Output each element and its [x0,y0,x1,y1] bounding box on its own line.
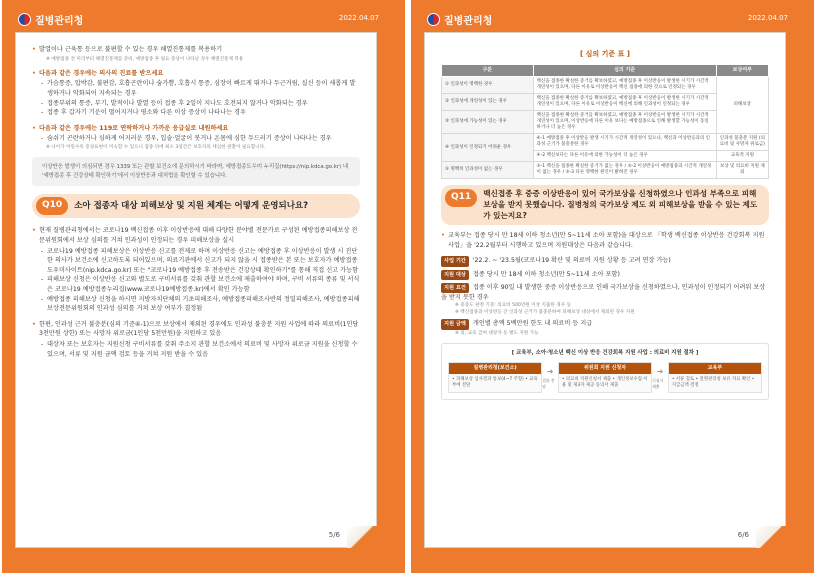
table-cell: 백신을 접종한 확실한 증거를 확보하였고, 예방접종 후 이상반응이 발생한 시기가 시간적 개연성이 있으며, 이상반응에 다른 이유 보다는 예방접종으로 인해 발생할 가능성이 동일하거나 더 높은 경우 [533,110,716,133]
info-row [441,283,769,317]
page-number: 5/6 [328,531,340,539]
taegeuk-icon [18,13,31,26]
sub-text: - 코로나19 예방접종 피해보상은 이상반응 신고를 전제로 하며 이상반응 신고는 예방접종 후 이상반응이 발생 시 진단한 의사가 보건소에 신고하도록 되어있으며, 의료기관에서 신고가 되지 않을 시 접종받은 본 또는 보호자가 예방접종도우미사이트(nip.kdca.go.kr) 또는 "코로나19 예방접종 후 전송받은 건강상태 확인하기"를 통해 직접 신고 가능함 [32,247,360,276]
arrow-label: 신청서 제출 [652,377,664,389]
table-header: 구분 [442,64,534,76]
table-cell: ⑤ 명백히 인과성이 없는 경우 [442,162,534,179]
kdca-logo [18,12,83,27]
logo-text: 질병관리청 [444,16,493,27]
list-item [32,320,360,359]
question-tag: Q10 [36,197,68,215]
page-header [18,10,393,30]
step-head: 질병관리청(보건소) [449,363,541,374]
paper-sheet [424,32,786,548]
sub-text: - 피해보상 신청은 이상반응 신고와 별도로 구비서류를 갖춰 관할 보건소에 제출하여야 하며, 구비 서류의 종류 및 서식은 코로나19 예방접종누리집(www.코로나19예방접종.kr)에서 확인 가능함 [32,275,360,294]
question-tag: Q11 [445,189,477,207]
list-item [32,124,360,151]
sub-text: - 접종 후 갑자기 기운이 떨어지거나 평소와 다른 이상 증상이 나타나는 경우 [32,108,360,118]
arrow-right-icon: ➜ [546,366,554,376]
table-cell: 백신을 접종한 확실한 증거를 확보하였고, 예방접종 후 이상반응이 발생한 시기가 시간적 개연성이 있으며, 다른 이유로 이상반응이 백신에 의해 인과성이 인정되는 경우 [533,93,716,110]
paper-sheet [15,32,377,548]
info-box: 이상반응 발생이 의심되면 경우 1339 또는 관할 보건소에 문의하시기 바라며, 예방접종도우미 누리집(https://nip.kdca.go.kr) 내 '예방접종 후 건강상태 확인하기'에서 이상반응과 대처법을 확인할 수 있습니다. [32,157,360,186]
step-head: 교육부 [669,363,761,374]
row-label: 지원 요건 [441,283,469,293]
bullet-text: • 발열이나 근육통 등으로 불편할 수 있는 경우 해열진통제를 복용하기 [32,45,360,55]
document-date: 2022.04.07 [338,14,379,22]
table-cell: ③ 인과성에 가능성이 있는 경우 [442,110,534,133]
arrow-label: 결과 전달 [542,377,555,389]
table-row [442,162,769,179]
table-cell: 피해보상 [716,76,768,133]
page-curl [756,526,786,548]
list-item [32,69,360,118]
kdca-logo [427,12,492,27]
row-text: 접종 이후 90일 내 발생한 중증 이상반응으로 인해 국가보상을 신청하였으나, 인과성이 인정되기 어려워 보상을 받지 못한 경우 [441,283,766,301]
process-step [668,362,762,393]
step-body: • 피해보상 심사결과 통보(4~7 주형) • 교육부에 전달 [452,377,538,389]
step-body: • 의료비 지원신청서 제출 • 개인정보수집·이용 및 제3자 제공 동의서 제출 [561,377,648,389]
note-text: ※ 중증도 판정 기준: 의료비 500만원 이상 지출한 경우 등 [455,303,572,309]
note-text: ※ 나이가 어릴수록 증상표현이 미숙할 수 있으니 접종 뒤에 최소 3일간은 보호자의 세심한 관찰이 필요합니다. [46,144,266,150]
table-header: 심의 기준 [533,64,716,76]
sub-text: - 가슴통증, 압박감, 불편감, 호흡곤란이나 숨가쁨, 호흡시 통증, 심장이 빠르게 뛰거나 두근거림, 실신 등이 새롭게 발생하거나 악화되어 지속되는 경우 [32,79,360,98]
list-item [32,226,360,313]
document-date: 2022.04.07 [747,14,788,22]
row-label: 지원 대상 [441,270,469,280]
sub-text: - 대상자 또는 보호자는 지원신청 구비서류를 갖춰 주소지 관할 보건소에서 의료비 및 사망자 위로금 지원을 신청할 수 있으며, 서류 및 지원 금액 검토 등을 거쳐 지원 받을 수 있음 [32,340,360,359]
question-title: 백신접종 후 중증 이상반응이 있어 국가보상을 신청하였으나 인과성 부족으로 피해보상을 받지 못했습니다. 질병청의 국가보상 제도 외 피해보상을 받을 수 있는 제도가 있는지요? [483,189,758,220]
process-box [441,343,769,401]
question-bar [32,194,360,218]
step-head: 위원회 지원 신청자 [559,363,651,374]
page-content [441,45,769,400]
logo-text: 질병관리청 [35,16,84,27]
taegeuk-icon [427,13,440,26]
process-step [558,362,652,393]
sub-text: - 숨쉬기 곤란하거나 심하게 어지러운 경우, 입술·얼굴이 붓거나 온몸에 심한 두드러기 증상이 나타나는 경우 [32,134,360,144]
table-title: [ 심의 기준 표 ] [580,50,630,58]
table-cell: ④-1 예방접종 후 이상반응 발생 시기가 시간적 개연성이 있으나, 백신과 이상반응과의 인과성 근거가 불충분한 경우 [533,134,716,151]
table-cell: 백신을 접종한 확실한 증거를 확보하였고, 예방접종 후 이상반응이 발생한 시기가 시간적 개연성이 있으며, 다른 이유로 이상반응이 백신 접종에 의한 것으로 인정되는 경우 [533,76,716,93]
process-step [448,362,542,393]
table-cell: ① 인과성이 명백한 경우 [442,76,534,93]
row-text: '22.2. ~ '23.5월(코로나19 확산 및 의료비 지원 상황 등 고려 연장 가능) [472,257,671,265]
row-label: 지원 금액 [441,319,469,329]
bullet-text: • 한편, 인과성 근거 불충분(심의 기준④-1)으로 보상에서 제외된 경우에도 인과성 불충분 지원 사업에 따라 의료비(1인당 3천만원 상한) 또는 사망자 위로금(1인당 5천만원)을 지원하고 있음 [32,320,360,339]
table-cell: 교육적 지원 [716,151,768,162]
bullet-text: • 다음과 같은 경우에는 119로 연락하거나 가까운 응급실로 내원하세요 [32,124,360,134]
table-row [442,76,769,93]
table-header: 보상여부 [716,64,768,76]
table-cell: ⑤-1 백신을 접종한 확실한 증거가 없는 경우 / ⑤-2 이상반응이 예방접종과 시간적 개연성이 없는 경우 / ⑤-3 다른 명백한 원인이 밝혀진 경우 [533,162,716,179]
row-text: 접종 당시 만 18세 이하 청소년(만 5~11세 소아 포함) [472,270,620,278]
note-text: ※ 백신접종과 이상반응 간 인과성 근거가 불충분하여 피해보상 대상에서 제외된 경우 지원 [455,310,635,316]
bullet-text: • 현재 질병관리청에서는 코로나19 백신접종 이후 이상반응에 대해 다양한 분야별 전문가로 구성된 예방접종피해보상 전문위원회에서 보상 심의를 거쳐 인과성이 인정되는 경우 피해보상을 실시 [32,226,360,245]
list-item [32,45,360,63]
row-text: 개인별 총액 5백만원 한도 내 의료비 등 지급 [472,320,593,328]
step-body: • 서류 검토 • 질병관리청 보유 자료 확인 • 지급금액 결정 [671,377,755,389]
table-cell: ② 인과성에 개연성이 있는 경우 [442,93,534,110]
arrow-right-icon: ➜ [656,366,664,376]
flow-arrow [542,362,558,393]
info-row [441,256,769,266]
sub-text: - 예방접종 피해보상 신청을 하시면 지방자치단체의 기초피해조사, 예방접종피해조사반의 정밀피해조사, 예방접종피해보상전문위원회의 인과성 심의를 거쳐 보상 여부가 결정됨 [32,295,360,314]
question-title: 소아 접종자 대상 피해보상 및 지원 체계는 어떻게 운영되나요? [74,200,309,211]
page-content [32,45,360,365]
page-curl [347,526,377,548]
bullet-text: • 교육부는 접종 당시 만 18세 이하 청소년(만 5~11세 소아 포함)을 대상으로 「학생 백신접종 이상반응 건강회복 지원 사업」을 '22.2월부터 시행하고 있으며 지원대상은 다음과 같습니다. [441,231,769,250]
sub-text: - 접종부위의 통증, 부기, 발적이나 발열 등이 접종 후 2일이 지나도 호전되지 않거나 악화되는 경우 [32,99,360,109]
row-label: 사업 기간 [441,256,469,266]
table-cell: ④ 인과성이 인정되기 어려운 경우 [442,134,534,162]
page-number: 6/6 [737,531,749,539]
info-row [441,319,769,336]
bullet-text: • 다음과 같은 경우에는 의사의 진료를 받으세요 [32,69,360,79]
table-row [442,134,769,151]
info-row [441,270,769,280]
flow-arrow [652,362,668,393]
list-item [441,231,769,250]
process-flow [448,362,762,393]
question-bar [441,185,769,225]
note-text: ※ 의, 교육 급여 대상자 등 별도 지원 가능 [455,330,539,336]
table-cell: 보상 및 의료비 지원 제외 [716,162,768,179]
page-header [427,10,802,30]
page-6 [411,0,814,573]
table-cell: ④-2 백신보다는 다른 이유에 의한 가능성이 더 높은 경우 [533,151,716,162]
table-cell: 인과성 불충분 지원 (의료비 및 사망자 위로금) [716,134,768,151]
process-title: [ 교육부, 소아·청소년 백신 이상 반응 건강회복 지원 사업 : 의료비 지원 절차 ] [511,349,699,356]
criteria-table [441,64,769,180]
note-text: ※ 예방접종 전 미리부터 해열진통제를 준비, 예방접종 후 필요 증상이 나타날 경우 해열진통제 복용 [46,56,244,62]
page-5 [2,0,405,573]
